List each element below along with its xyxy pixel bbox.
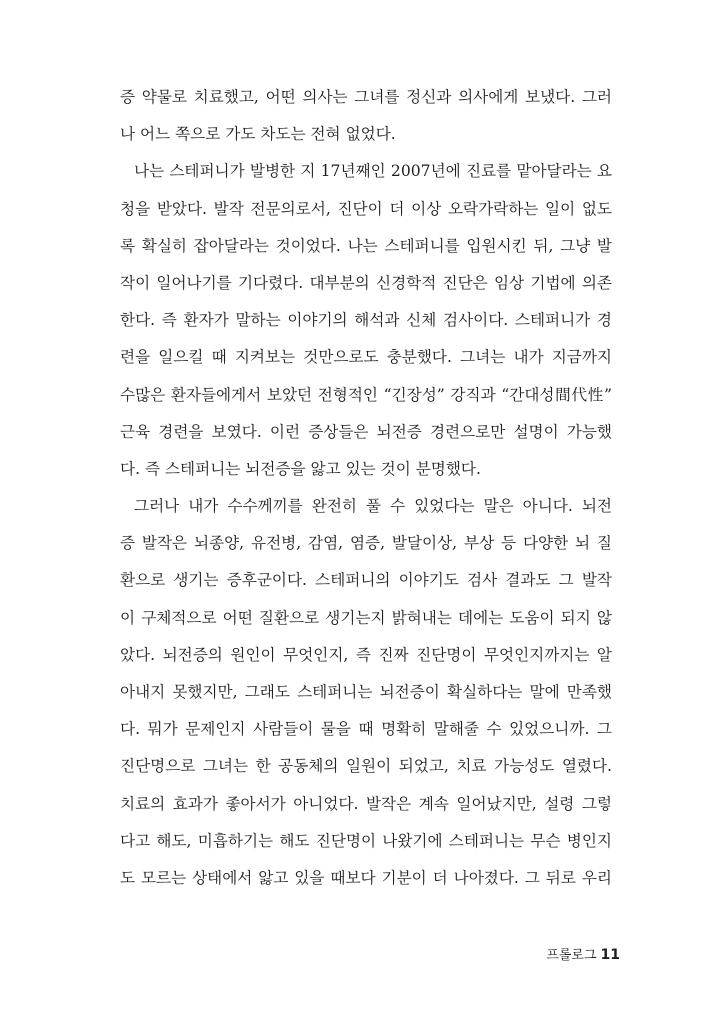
text-line: 다. 즉 스테퍼니는 뇌전증을 앓고 있는 것이 분명했다.	[120, 459, 481, 478]
page-footer	[520, 944, 620, 963]
text-line: 그러나 내가 수수께끼를 완전히 풀 수 있었다는 말은 아니다. 뇌전	[134, 497, 612, 516]
text-line: 록 확실히 잡아달라는 것이었다. 나는 스테퍼니를 입원시킨 뒤, 그냥 발	[120, 236, 612, 255]
text-line: 나는 스테퍼니가 발병한 지 17년째인 2007년에 진료를 맡아달라는 요	[134, 162, 612, 181]
text-line: 수많은 환자들에게서 보았던 전형적인 “긴장성” 강직과 “간대성間代性”	[120, 385, 612, 404]
text-line: 아내지 못했지만, 그래도 스테퍼니는 뇌전증이 확실하다는 말에 만족했	[120, 683, 612, 701]
text-line: 증 약물로 치료했고, 어떤 의사는 그녀를 정신과 의사에게 보냈다. 그러	[120, 88, 612, 106]
text-line: 도 모르는 상태에서 앓고 있을 때보다 기분이 더 나아졌다. 그 뒤로 우리	[120, 868, 612, 887]
running-section-title: 프롤로그	[546, 948, 597, 963]
text-line: 련을 일으킬 때 지켜보는 것만으로도 충분했다. 그녀는 내가 지금까지	[120, 348, 612, 367]
text-line: 증 발작은 뇌종양, 유전병, 감염, 염증, 발달이상, 부상 등 다양한 뇌 질	[120, 534, 612, 553]
text-line: 다고 해도, 미흡하기는 해도 진단명이 나왔기에 스테퍼니는 무슨 병인지	[120, 831, 612, 850]
text-line: 환으로 생기는 증후군이다. 스테퍼니의 이야기도 검사 결과도 그 발작	[120, 571, 612, 590]
text-line: 근육 경련을 보였다. 이런 증상들은 뇌전증 경련으로만 설명이 가능했	[120, 422, 612, 441]
text-line: 나 어느 쪽으로 가도 차도는 전혀 없었다.	[120, 125, 396, 144]
text-line: 청을 받았다. 발작 전문의로서, 진단이 더 이상 오락가락하는 일이 없도	[120, 199, 612, 218]
text-line: 한다. 즉 환자가 말하는 이야기의 해석과 신체 검사이다. 스테퍼니가 경	[120, 311, 612, 330]
text-line: 치료의 효과가 좋아서가 아니었다. 발작은 계속 일어났지만, 설령 그렇	[120, 794, 612, 813]
page-number: 11	[600, 947, 620, 963]
text-line: 았다. 뇌전증의 원인이 무엇인지, 즉 진짜 진단명이 무엇인지까지는 알	[120, 645, 612, 664]
text-line: 진단명으로 그녀는 한 공동체의 일원이 되었고, 치료 가능성도 열렸다.	[120, 757, 612, 776]
text-line: 작이 일어나기를 기다렸다. 대부분의 신경학적 진단은 임상 기법에 의존	[120, 273, 612, 292]
text-line: 다. 뭐가 문제인지 사람들이 물을 때 명확히 말해줄 수 있었으니까. 그	[120, 720, 612, 739]
body-text	[120, 79, 612, 897]
text-line: 이 구체적으로 어떤 질환으로 생기는지 밝혀내는 데에는 도움이 되지 않	[120, 608, 612, 627]
